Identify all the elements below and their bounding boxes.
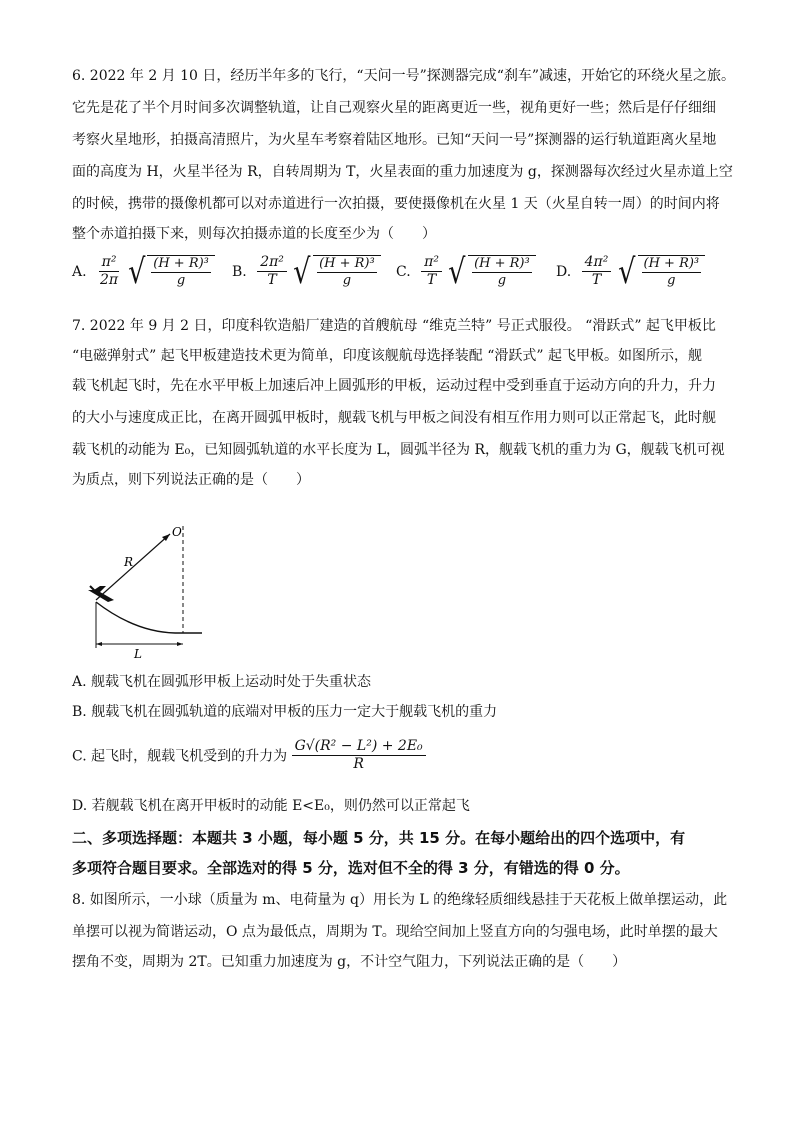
q7-line: “电磁弹射式” 起飞甲板建造技术更为简单，印度该舰航母选择装配 “滑跃式” 起飞甲板。如图所示，舰	[72, 348, 702, 364]
q6-option-b: B. $\frac{\text{2π²}}{T}$ √ $\frac{\text{(H + R)³}}{g}$	[232, 254, 381, 289]
q6-line: 面的高度为 H，火星半径为 R，自转周期为 T，火星表面的重力加速度为 g，探测器每次经过火星赤道上空	[72, 164, 733, 180]
q7-option-d: D. 若舰载飞机在离开甲板时的动能 E<E₀，则仍然可以正常起飞	[72, 798, 470, 814]
q7-option-b: B. 舰载飞机在圆弧轨道的底端对甲板的压力一定大于舰载飞机的重力	[72, 704, 498, 720]
q8-line: 8. 如图所示，一小球（质量为 m、电荷量为 q）用长为 L 的绝缘轻质细线悬挂于天花板上做单摆运动，此	[72, 892, 728, 908]
q6-option-a: A. $\frac{\text{π²}}{2\pi}$ √ $\frac{\text{(H + R)³}}{g}$	[72, 254, 215, 289]
q6-line: 它先是花了半个月时间多次调整轨道，让自己观察火星的距离更近一些，视角更好一些；然后是仔仔细细	[72, 100, 716, 116]
q7-line: 的大小与速度成正比，在离开圆弧甲板时，舰载飞机与甲板之间没有相互作用力则可以正常起飞，此时舰	[72, 410, 716, 426]
q7-option-a: A. 舰载飞机在圆弧形甲板上运动时处于失重状态	[72, 674, 372, 690]
q6-option-d: D. $\frac{\text{4π²}}{T}$ √ $\frac{\text{(H + R)³}}{g}$	[556, 254, 705, 289]
label-o: O	[172, 525, 182, 539]
q6-option-c: C. $\frac{\text{π²}}{T}$ √ $\frac{\text{(H + R)³}}{g}$	[396, 254, 536, 289]
q8-line: 单摆可以视为简谐运动，O 点为最低点，周期为 T。现给空间加上竖直方向的匀强电场，此时单摆的最大	[72, 924, 718, 940]
q6-line: 考察火星地形，拍摄高清照片，为火星车考察着陆区地形。已知“天问一号”探测器的运行轨道距离火星地	[72, 132, 717, 148]
q6-line: 整个赤道拍摄下来，则每次拍摄赤道的长度至少为（ ）	[72, 226, 436, 242]
q7-line: 为质点，则下列说法正确的是（ ）	[72, 472, 310, 488]
q8-line: 摆角不变，周期为 2T。已知重力加速度为 g，不计空气阻力，下列说法正确的是（ ）	[72, 954, 627, 970]
q6-line: 6. 2022 年 2 月 10 日，经历半年多的飞行，“天问一号”探测器完成“刹车”减速，开始它的环绕火星之旅。	[72, 68, 736, 84]
q7-line: 7. 2022 年 9 月 2 日，印度科钦造船厂建造的首艘航母 “维克兰特” 号正式服役。 “滑跃式” 起飞甲板比	[72, 318, 716, 334]
q7-line: 载飞机起飞时，先在水平甲板上加速后冲上圆弧形的甲板，运动过程中受到垂直于运动方向的升力，升力	[72, 378, 716, 394]
q6-line: 的时候，携带的摄像机都可以对赤道进行一次拍摄，要使摄像机在火星 1 天（火星自转一周）的时间内将	[72, 196, 720, 212]
label-l: L	[134, 647, 142, 660]
aircraft-icon	[88, 586, 114, 602]
q7-line: 载飞机的动能为 E₀，已知圆弧轨道的水平长度为 L，圆弧半径为 R，舰载飞机的重力为 G，舰载飞机可视	[72, 442, 725, 458]
q7-option-c: C. 起飞时，舰载飞机受到的升力为 $\frac{\text{G√(R² − L²) + 2E₀}}{R}$	[72, 738, 426, 773]
section-heading: 多项符合题目要求。全部选对的得 5 分，选对但不全的得 3 分，有错选的得 0 分。	[72, 859, 630, 877]
label-r: R	[124, 555, 134, 569]
section-heading: 二、多项选择题：本题共 3 小题，每小题 5 分，共 15 分。在每小题给出的四个选项中，有	[72, 829, 686, 847]
ski-jump-deck-figure	[80, 520, 210, 660]
